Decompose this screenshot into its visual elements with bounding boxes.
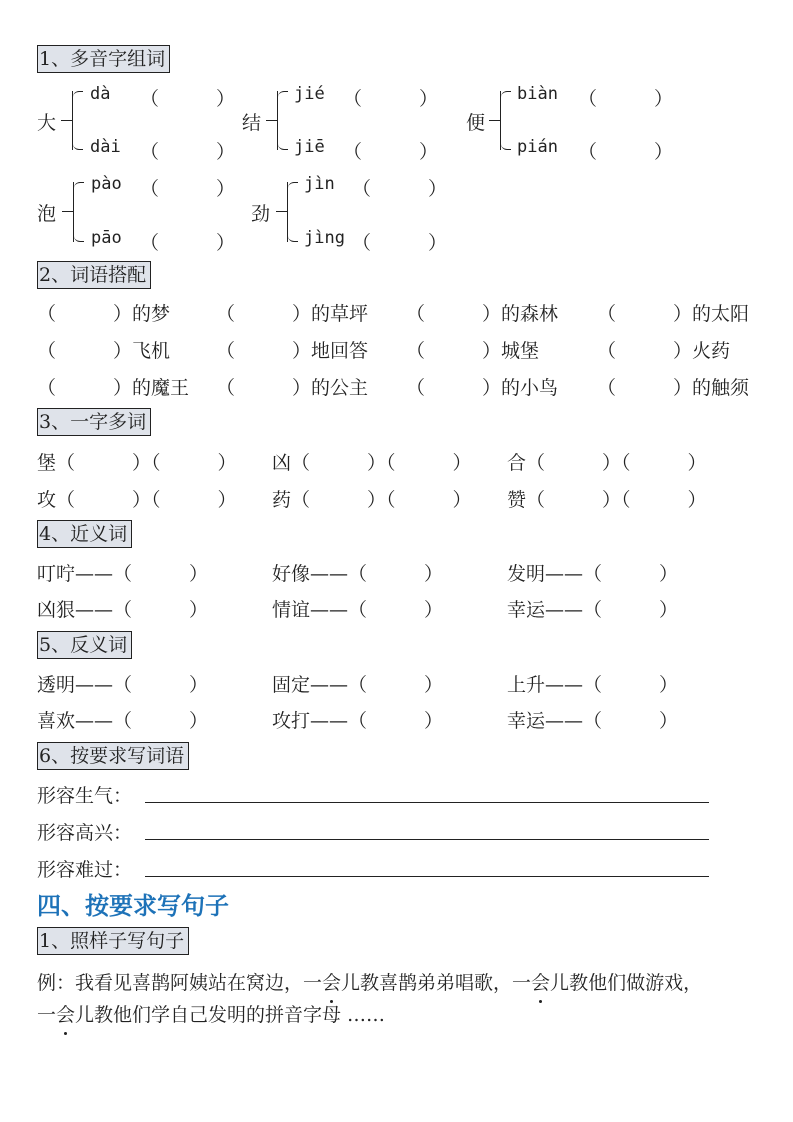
poly-char-jie: 结 — [242, 112, 262, 134]
multi-word-item[interactable]: 凶（ ）（ ） — [272, 452, 472, 474]
collocation-item[interactable]: （ ）飞机 — [37, 340, 171, 362]
antonym-item[interactable]: 攻打——（ ） — [272, 710, 444, 732]
answer-line[interactable] — [145, 876, 709, 877]
section-4-title: 4、近义词 — [37, 520, 132, 548]
answer-blank[interactable]: （ ） — [140, 141, 236, 163]
poly-char-bian: 便 — [466, 112, 486, 134]
answer-blank[interactable]: （ ） — [578, 141, 674, 163]
answer-line[interactable] — [145, 839, 709, 840]
answer-blank[interactable]: （ ） — [343, 88, 439, 110]
brace — [277, 91, 278, 150]
multi-word-item[interactable]: 药（ ）（ ） — [272, 489, 472, 511]
pinyin-reading: pào — [91, 174, 122, 194]
multi-word-item[interactable]: 合（ ）（ ） — [507, 452, 707, 474]
pinyin-reading: biàn — [517, 84, 558, 104]
antonym-item[interactable]: 喜欢——（ ） — [37, 710, 209, 732]
answer-line[interactable] — [145, 802, 709, 803]
pinyin-reading: jìn — [304, 174, 335, 194]
pinyin-reading: jìng — [304, 228, 345, 248]
section-5-title: 5、反义词 — [37, 631, 132, 659]
pinyin-reading: pāo — [91, 228, 122, 248]
pinyin-reading: dà — [90, 84, 111, 104]
section-2-title: 2、词语搭配 — [37, 261, 151, 289]
antonym-item[interactable]: 上升——（ ） — [507, 674, 679, 696]
word-prompt-sad: 形容难过： — [37, 859, 133, 881]
pinyin-reading: jié — [294, 84, 325, 104]
brace — [500, 91, 501, 150]
collocation-item[interactable]: （ ）的森林 — [406, 303, 559, 325]
collocation-item[interactable]: （ ）火药 — [597, 340, 731, 362]
pinyin-reading: dài — [90, 137, 121, 157]
answer-blank[interactable]: （ ） — [352, 178, 448, 200]
multi-word-item[interactable]: 堡（ ）（ ） — [37, 452, 237, 474]
multi-word-item[interactable]: 攻（ ）（ ） — [37, 489, 237, 511]
antonym-item[interactable]: 固定——（ ） — [272, 674, 444, 696]
brace — [73, 182, 74, 242]
synonym-item[interactable]: 发明——（ ） — [507, 563, 679, 585]
poly-char-pao: 泡 — [37, 203, 57, 225]
answer-blank[interactable]: （ ） — [352, 232, 448, 254]
answer-blank[interactable]: （ ） — [578, 88, 674, 110]
part-4-title: 四、按要求写句子 — [37, 892, 229, 920]
answer-blank[interactable]: （ ） — [140, 88, 236, 110]
synonym-item[interactable]: 凶狠——（ ） — [37, 599, 209, 621]
collocation-item[interactable]: （ ）城堡 — [406, 340, 540, 362]
part-4-subsection-title: 1、照样子写句子 — [37, 927, 189, 955]
section-1-title: 1、多音字组词 — [37, 45, 170, 73]
answer-blank[interactable]: （ ） — [343, 141, 439, 163]
collocation-item[interactable]: （ ）的魔王 — [37, 377, 190, 399]
pinyin-reading: pián — [517, 137, 558, 157]
answer-blank[interactable]: （ ） — [140, 232, 236, 254]
synonym-item[interactable]: 叮咛——（ ） — [37, 563, 209, 585]
antonym-item[interactable]: 透明——（ ） — [37, 674, 209, 696]
collocation-item[interactable]: （ ）的公主 — [216, 377, 369, 399]
collocation-item[interactable]: （ ）的小鸟 — [406, 377, 559, 399]
brace — [287, 182, 288, 242]
word-prompt-angry: 形容生气： — [37, 785, 133, 807]
example-sentence: 例：我看见喜鹊阿姨站在窝边，一会儿教喜鹊弟弟唱歌，一会儿教他们做游戏，一会儿教他们学自己发明的拼音字母 …… — [37, 967, 755, 1031]
section-6-title: 6、按要求写词语 — [37, 742, 189, 770]
multi-word-item[interactable]: 赞（ ）（ ） — [507, 489, 707, 511]
pinyin-reading: jiē — [294, 137, 325, 157]
collocation-item[interactable]: （ ）的梦 — [37, 303, 171, 325]
synonym-item[interactable]: 好像——（ ） — [272, 563, 444, 585]
synonym-item[interactable]: 幸运——（ ） — [507, 599, 679, 621]
collocation-item[interactable]: （ ）地回答 — [216, 340, 369, 362]
collocation-item[interactable]: （ ）的太阳 — [597, 303, 750, 325]
collocation-item[interactable]: （ ）的草坪 — [216, 303, 369, 325]
synonym-item[interactable]: 情谊——（ ） — [272, 599, 444, 621]
section-3-title: 3、一字多词 — [37, 408, 151, 436]
poly-char-da: 大 — [37, 112, 57, 134]
antonym-item[interactable]: 幸运——（ ） — [507, 710, 679, 732]
collocation-item[interactable]: （ ）的触须 — [597, 377, 750, 399]
poly-char-jin: 劲 — [251, 203, 271, 225]
word-prompt-happy: 形容高兴： — [37, 822, 133, 844]
brace — [72, 91, 73, 150]
answer-blank[interactable]: （ ） — [140, 178, 236, 200]
